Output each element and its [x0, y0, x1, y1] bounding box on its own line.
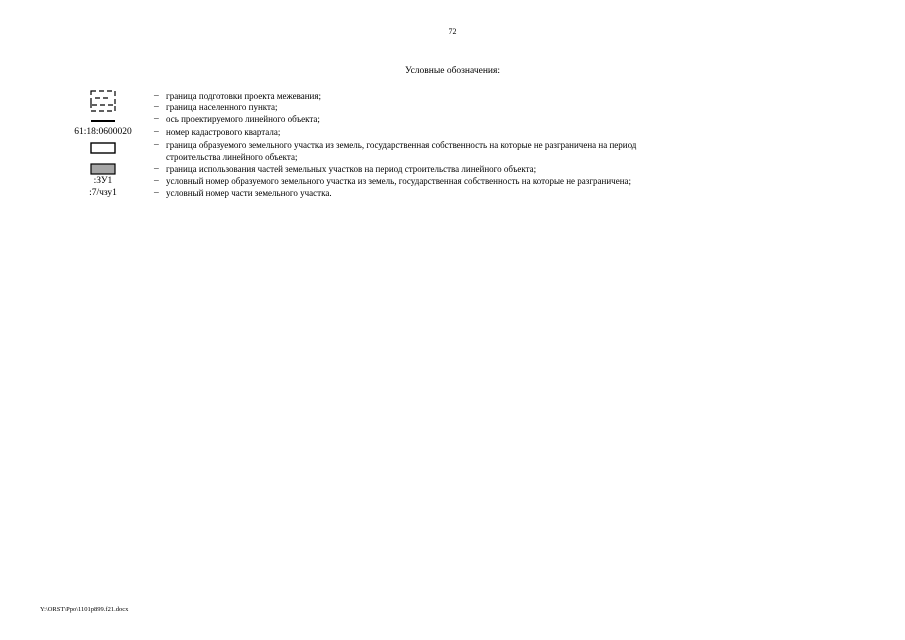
filled-rectangle-icon	[62, 163, 144, 175]
cadastral-quarter-symbol	[62, 126, 144, 138]
legend-dash: –	[154, 91, 159, 101]
parcel-part-number-symbol	[62, 187, 144, 199]
cadastral-number-label: 61:18:0600020	[74, 127, 132, 137]
page-number: 72	[448, 27, 457, 36]
legend-title	[0, 66, 905, 76]
legend-description: граница использования частей земельных участков на период строительства линейного объекта;	[166, 164, 537, 174]
dashed-line-bracket-icon	[62, 101, 144, 113]
legend-row	[0, 126, 905, 138]
legend-dash: –	[154, 102, 159, 112]
legend-row	[0, 163, 905, 175]
legend-row	[0, 139, 905, 163]
legend-dash: –	[154, 188, 159, 198]
legend-dash: –	[154, 164, 159, 174]
legend-description: граница образуемого земельного участка из земель, государственная собственность на которые не разграничена на период	[166, 140, 637, 150]
legend-dash: –	[154, 140, 159, 150]
parcel-number-label: :ЗУ1	[93, 176, 113, 186]
legend-description: номер кадастрового квартала;	[166, 127, 281, 137]
legend-row	[0, 175, 905, 187]
legend-row	[0, 101, 905, 113]
legend-description: ось проектируемого линейного объекта;	[166, 114, 320, 124]
outlined-rectangle-icon	[62, 142, 144, 154]
legend-dash: –	[154, 114, 159, 124]
legend-description: граница подготовки проекта межевания;	[166, 91, 322, 101]
legend-dash: –	[154, 127, 159, 137]
parcel-part-number-label: :7/чзу1	[89, 188, 117, 198]
legend-description: условный номер части земельного участка.	[166, 188, 332, 198]
legend-row	[0, 113, 905, 125]
legend-dash: –	[154, 176, 159, 186]
legend-row	[0, 187, 905, 199]
legend-description: условный номер образуемого земельного участка из земель, государственная собственность на которые не разграничена;	[166, 176, 632, 186]
parcel-number-symbol	[62, 175, 144, 187]
footer-file-path: Y:\ORST\Ppo\1101p899.f21.docx	[40, 606, 129, 613]
legend-title-text: Условные обозначения:	[404, 66, 500, 76]
legend-description: граница населенного пункта;	[166, 102, 278, 112]
legend-description-continued: строительства линейного объекта;	[166, 152, 298, 162]
solid-line-icon	[62, 113, 144, 125]
